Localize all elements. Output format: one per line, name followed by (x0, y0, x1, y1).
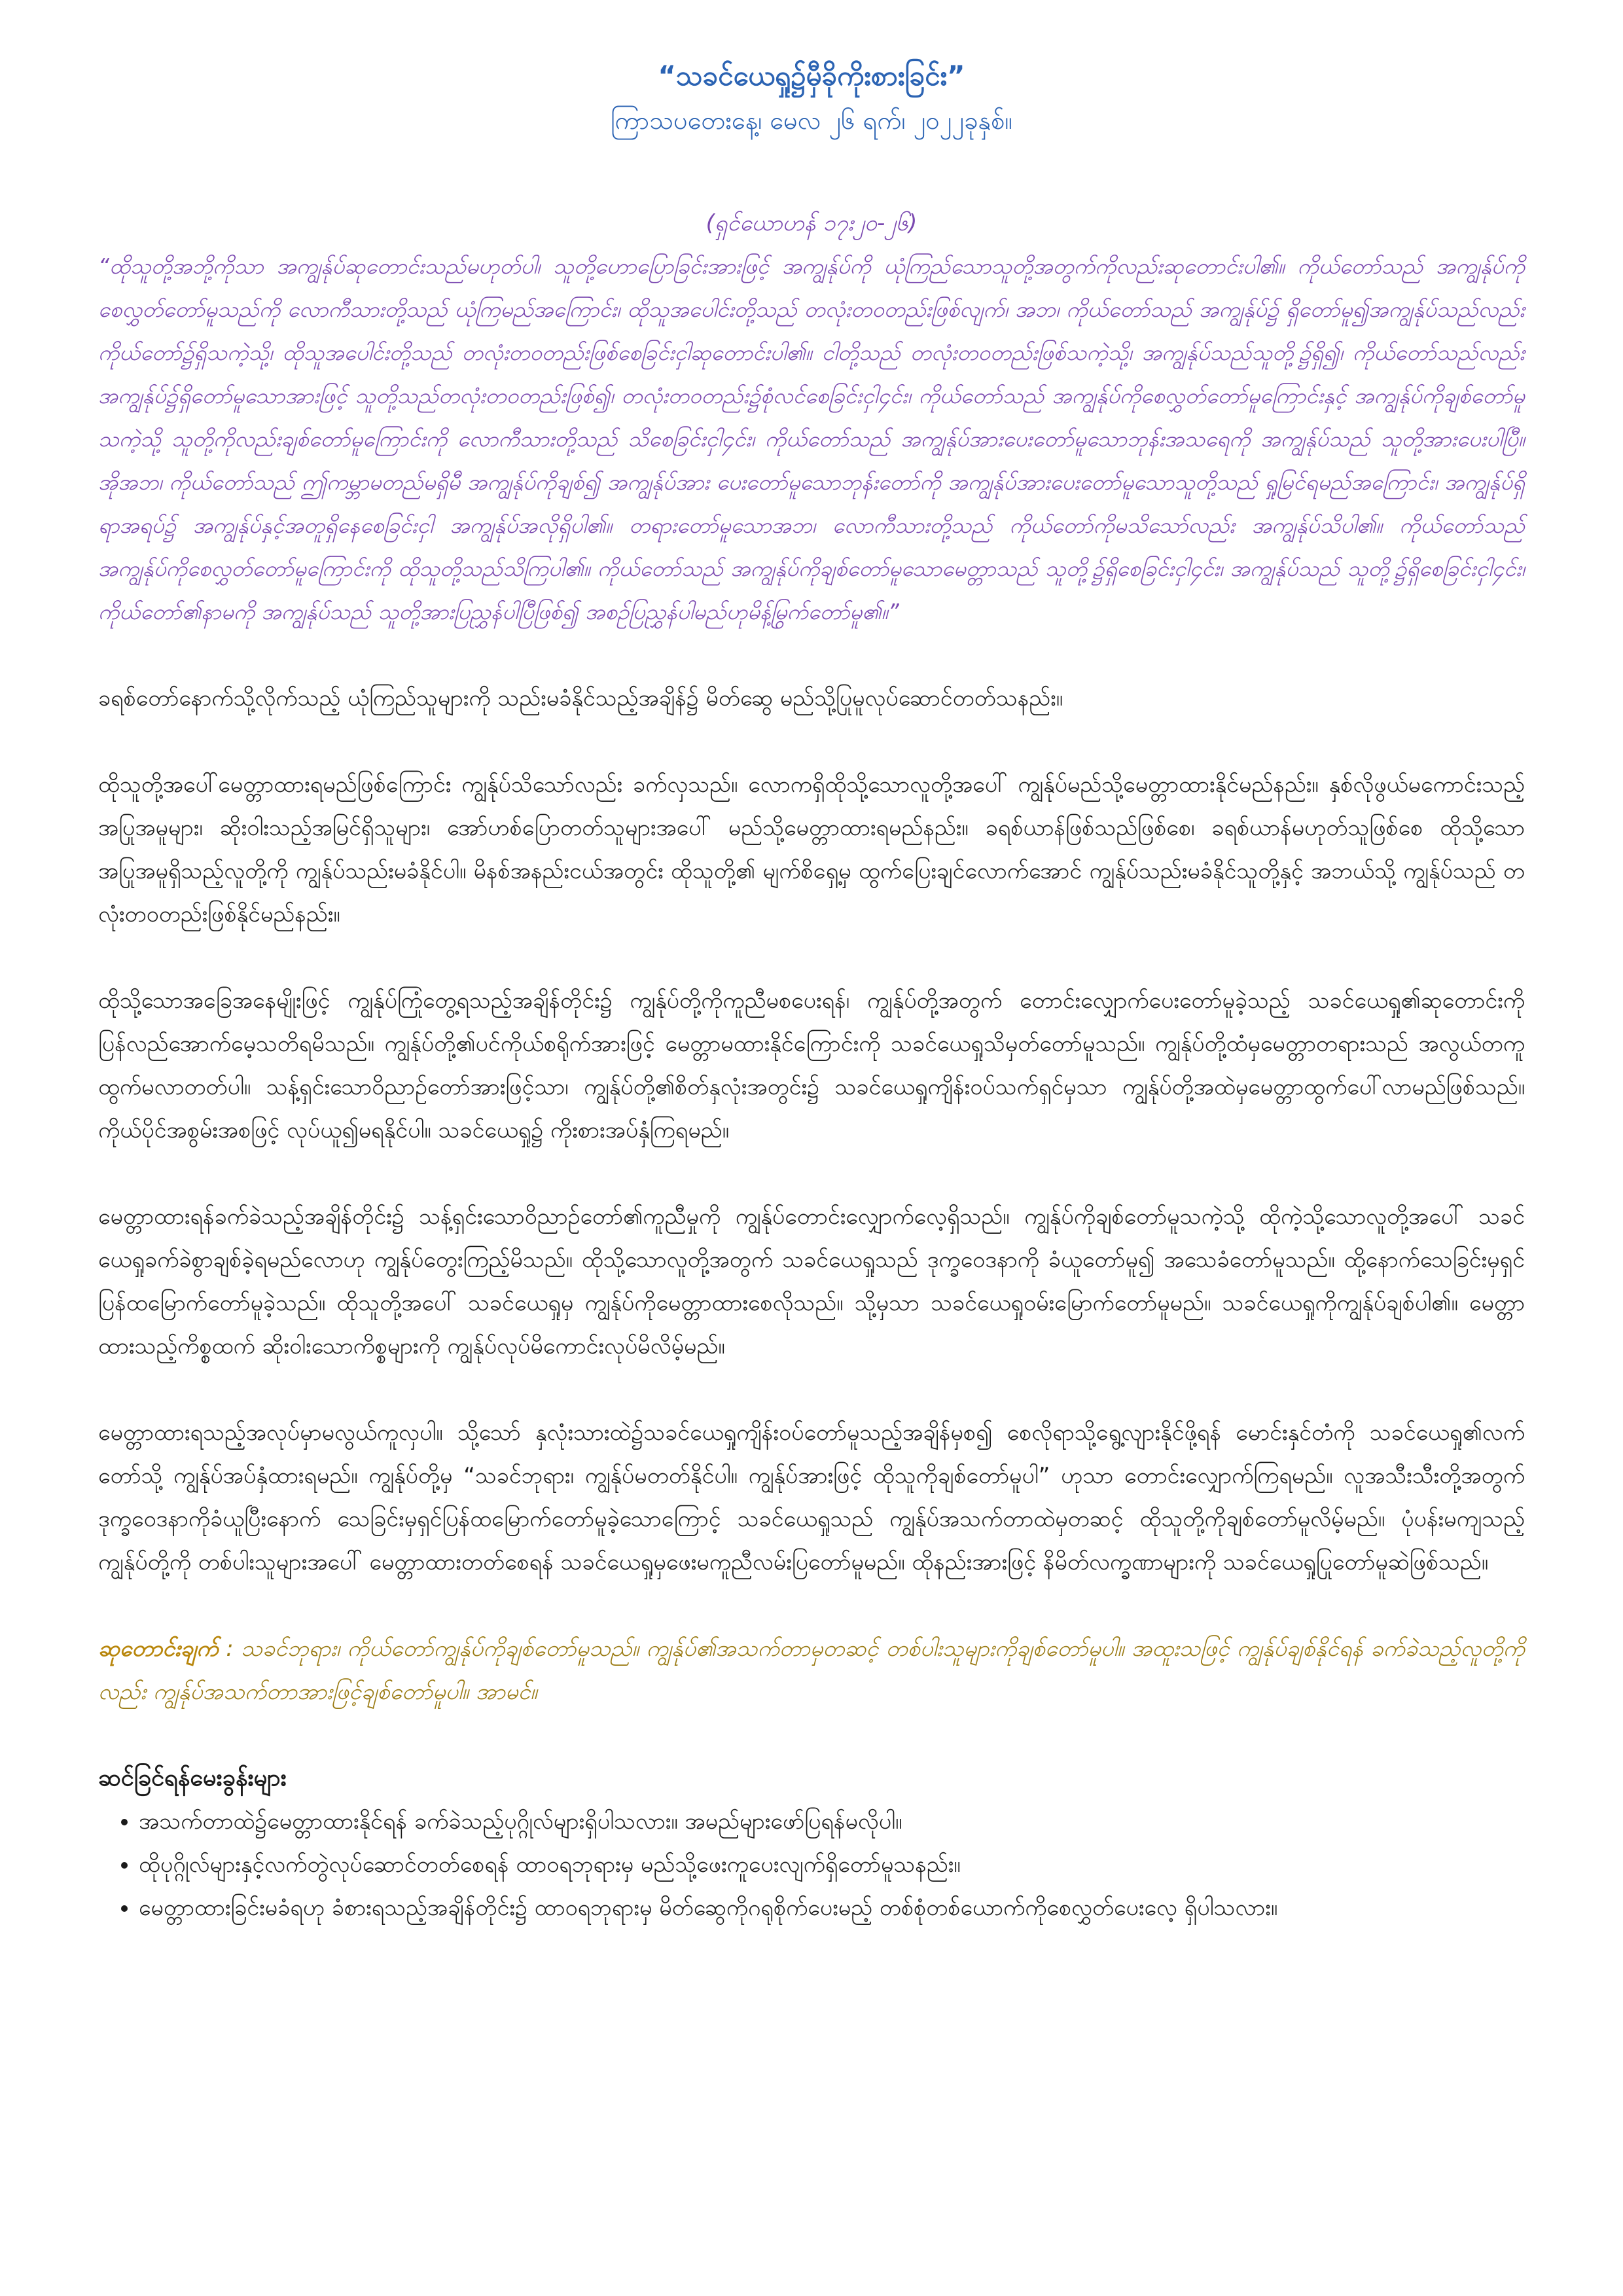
devotional-page (98, 52, 1525, 1929)
body-paragraph-3: ထိုသို့သောအခြေအနေမျိုးဖြင့် ကျွန်ုပ်ကြုံတွေ့ရသည့်အချိန်တိုင်း၌ ကျွန်ုပ်တို့ကိုကူညီမစပေးရန်၊ ကျွန်ုပ်တို့အတွက် တောင်းလျှောက်ပေးတော်မူခဲ့သည့် သခင်ယေရှု၏ဆုတောင်းကို ပြန်လည်အောက်မေ့သတိရမိသည်။ ကျွန်ုပ်တို့၏ပင်ကိုယ်စရိုက်အားဖြင့် မေတ္တာမထားနိုင်ကြောင်းကို သခင်ယေရှုသိမှတ်တော်မူသည်။ ကျွန်ုပ်တို့ထံမှမေတ္တာတရားသည် အလွယ်တကူထွက်မလာတတ်ပါ။ သန့်ရှင်းသောဝိညာဉ်တော်အားဖြင့်သာ၊ ကျွန်ုပ်တို့၏စိတ်နှလုံးအတွင်း၌ သခင်ယေရှုကျိန်းဝပ်သက်ရှင်မှသာ ကျွန်ုပ်တို့အထဲမှမေတ္တာထွက်ပေါ်လာမည်ဖြစ်သည်။ ကိုယ်ပိုင်အစွမ်းအစဖြင့် လုပ်ယူ၍မရနိုင်ပါ။ သခင်ယေရှု၌ ကိုးစားအပ်နှံကြရမည်။ (98, 988, 1525, 1143)
questions-list (98, 1800, 1525, 1929)
questions-title: ဆင်ခြင်ရန်မေးခွန်းများ (98, 1765, 287, 1791)
body-paragraph-1: ခရစ်တော်နောက်သို့လိုက်သည့် ယုံကြည်သူများကို သည်းမခံနိုင်သည့်အချိန်၌ မိတ်ဆွေ မည်သို့ပြုမူလုပ်ဆောင်တတ်သနည်း။ (98, 685, 1063, 711)
body-paragraph-2: ထိုသူတို့အပေါ်မေတ္တာထားရမည်ဖြစ်ကြောင်း ကျွန်ုပ်သိသော်လည်း ခက်လှသည်။ လောကရှိထိုသို့သောလူတို့အပေါ် ကျွန်ုပ်မည်သို့မေတ္တာထားနိုင်မည်နည်း။ နှစ်လိုဖွယ်မကောင်းသည့်အပြုအမူများ၊ ဆိုးဝါးသည့်အမြင်ရှိသူများ၊ အော်ဟစ်ပြောတတ်သူများအပေါ် မည်သို့မေတ္တာထားရမည်နည်း။ ခရစ်ယာန်ဖြစ်သည်ဖြစ်စေ၊ ခရစ်ယာန်မဟုတ်သူဖြစ်စေ ထိုသို့သောအပြုအမူရှိသည့်လူတို့ကို ကျွန်ုပ်သည်းမခံနိုင်ပါ။ မိနစ်အနည်းငယ်အတွင်း ထိုသူတို့၏ မျက်စိရှေ့မှ ထွက်ပြေးချင်လောက်အောင် ကျွန်ုပ်သည်းမခံနိုင်သူတို့နှင့် အဘယ်သို့ ကျွန်ုပ်သည် တလုံးတဝတည်းဖြစ်နိုင်မည်နည်း။ (98, 772, 1525, 927)
scripture-text: “ထိုသူတို့အဘို့ကိုသာ အကျွန်ုပ်ဆုတောင်းသည်မဟုတ်ပါ၊ သူတို့ဟောပြောခြင်းအားဖြင့် အကျွန်ုပ်ကို ယုံကြည်သောသူတို့အတွက်ကိုလည်းဆုတောင်းပါ၏။ ကိုယ်တော်သည် အကျွန်ုပ်ကိုစေလွှတ်တော်မူသည်ကို လောကီသားတို့သည် ယုံကြမည်အကြောင်း၊ ထိုသူအပေါင်းတို့သည် တလုံးတဝတည်းဖြစ်လျက်၊ အဘ၊ ကိုယ်တော်သည် အကျွန်ုပ်၌ ရှိတော်မူ၍အကျွန်ုပ်သည်လည်း ကိုယ်တော်၌ရှိသကဲ့သို့၊ ထိုသူအပေါင်းတို့သည် တလုံးတဝတည်းဖြစ်စေခြင်းငှါဆုတောင်းပါ၏။ ငါတို့သည် တလုံးတဝတည်းဖြစ်သကဲ့သို့၊ အကျွန်ုပ်သည်သူတို့၌ရှိ၍၊ ကိုယ်တော်သည်လည်း အကျွန်ုပ်၌ရှိတော်မူသောအားဖြင့် သူတို့သည်တလုံးတဝတည်းဖြစ်၍၊ တလုံးတဝတည်း၌စုံလင်စေခြင်းငှါ၄င်း၊ ကိုယ်တော်သည် အကျွန်ုပ်ကိုစေလွှတ်တော်မူကြောင်းနှင့် အကျွန်ုပ်ကိုချစ်တော်မူသကဲ့သို့ သူတို့ကိုလည်းချစ်တော်မူကြောင်းကို လောကီသားတို့သည် သိစေခြင်းငှါ၄င်း၊ ကိုယ်တော်သည် အကျွန်ုပ်အားပေးတော်မူသောဘုန်းအသရေကို အကျွန်ုပ်သည် သူတို့အားပေးပါပြီ။ အိုအဘ၊ ကိုယ်တော်သည် ဤကမ္ဘာမတည်မရှိမီ အကျွန်ုပ်ကိုချစ်၍ အကျွန်ုပ်အား ပေးတော်မူသောဘုန်းတော်ကို အကျွန်ုပ်အားပေးတော်မူသောသူတို့သည် ရှုမြင်ရမည်အကြောင်း၊ အကျွန်ုပ်ရှိရာအရပ်၌ အကျွန်ုပ်နှင့်အတူရှိနေစေခြင်းငှါ အကျွန်ုပ်အလိုရှိပါ၏။ တရားတော်မူသောအဘ၊ လောကီသားတို့သည် ကိုယ်တော်ကိုမသိသော်လည်း အကျွန်ုပ်သိပါ၏။ ကိုယ်တော်သည် အကျွန်ုပ်ကိုစေလွှတ်တော်မူကြောင်းကို ထိုသူတို့သည်သိကြပါ၏။ ကိုယ်တော်သည် အကျွန်ုပ်ကိုချစ်တော်မူသောမေတ္တာသည် သူတို့၌ရှိစေခြင်းငှါ၄င်း၊ အကျွန်ုပ်သည် သူတို့၌ရှိစေခြင်းငှါ၄င်း၊ ကိုယ်တော်၏နာမကို အကျွန်ုပ်သည် သူတို့အားပြညွှန်ပါပြီဖြစ်၍ အစဉ်ပြညွှန်ပါမည်ဟုမိန့်မြွက်တော်မူ၏။” (98, 253, 1525, 624)
list-item: • အသက်တာထဲ၌မေတ္တာထားနိုင်ရန် ခက်ခဲသည့်ပုဂ္ဂိုလ်များရှိပါသလား။ အမည်များဖော်ပြရန်မလိုပါ။ (139, 1800, 1525, 1843)
page-date: ကြာသပတေးနေ့၊ မေလ ၂၆ ရက်၊ ၂၀၂၂ခုနှစ်။ (611, 106, 1012, 135)
prayer-text: : သခင်ဘုရား၊ ကိုယ်တော်ကျွန်ုပ်ကိုချစ်တော်မူသည်။ ကျွန်ုပ်၏အသက်တာမှတဆင့် တစ်ပါးသူများကိုချစ်တော်မူပါ။ အထူးသဖြင့် ကျွန်ုပ်ချစ်နိုင်ရန် ခက်ခဲသည့်လူတို့ကိုလည်း ကျွန်ုပ်အသက်တာအားဖြင့်ချစ်တော်မူပါ။ အာမင်။ (98, 1636, 1525, 1705)
prayer (98, 1627, 1525, 1713)
prayer-label: ဆုတောင်းချက် (98, 1636, 219, 1662)
page-title: “သခင်ယေရှု၌မှီခိုကိုးစားခြင်း” (658, 60, 965, 92)
list-item: • မေတ္တာထားခြင်းမခံရဟု ခံစားရသည့်အချိန်တိုင်း၌ ထာဝရဘုရားမှ မိတ်ဆွေကိုဂရုစိုက်ပေးမည့် တစ်စုံတစ်ယောက်ကိုစေလွှတ်ပေးလေ့ ရှိပါသလား။ (139, 1886, 1525, 1929)
body-paragraph-4: မေတ္တာထားရန်ခက်ခဲသည့်အချိန်တိုင်း၌ သန့်ရှင်းသောဝိညာဉ်တော်၏ကူညီမှုကို ကျွန်ုပ်တောင်းလျှောက်လေ့ရှိသည်။ ကျွန်ုပ်ကိုချစ်တော်မူသကဲ့သို့ ထိုကဲ့သို့သောလူတို့အပေါ် သခင်ယေရှုခက်ခဲစွာချစ်ခဲ့ရမည်လောဟု ကျွန်ုပ်တွေးကြည့်မိသည်။ ထိုသို့သောလူတို့အတွက် သခင်ယေရှုသည် ဒုက္ခဝေဒနာကို ခံယူတော်မူ၍ အသေခံတော်မူသည်။ ထို့နောက်သေခြင်းမှရှင်ပြန်ထမြောက်တော်မူခဲ့သည်။ ထိုသူတို့အပေါ် သခင်ယေရှုမှ ကျွန်ုပ်ကိုမေတ္တာထားစေလိုသည်။ သို့မှသာ သခင်ယေရှုဝမ်းမြောက်တော်မူမည်။ သခင်ယေရှုကိုကျွန်ုပ်ချစ်ပါ၏။ မေတ္တာထားသည့်ကိစ္စထက် ဆိုးဝါးသောကိစ္စများကို ကျွန်ုပ်လုပ်မိကောင်းလုပ်မိလိမ့်မည်။ (98, 1204, 1525, 1359)
body-paragraph-5: မေတ္တာထားရသည့်အလုပ်မှာမလွယ်ကူလှပါ။ သို့သော် နှလုံးသားထဲ၌သခင်ယေရှုကျိန်းဝပ်တော်မူသည့်အချိန်မှစ၍ စေလိုရာသို့ရွေ့လျားနိုင်ဖို့ရန် မောင်းနှင်တံကို သခင်ယေရှု၏လက်တော်သို့ ကျွန်ုပ်အပ်နှံထားရမည်။ ကျွန်ုပ်တို့မှ “သခင်ဘုရား၊ ကျွန်ုပ်မတတ်နိုင်ပါ။ ကျွန်ုပ်အားဖြင့် ထိုသူကိုချစ်တော်မူပါ” ဟုသာ တောင်းလျှောက်ကြရမည်။ လူအသီးသီးတို့အတွက် ဒုက္ခဝေဒနာကိုခံယူပြီးနောက် သေခြင်းမှရှင်ပြန်ထမြောက်တော်မူခဲ့သောကြောင့် သခင်ယေရှုသည် ကျွန်ုပ်အသက်တာထဲမှတဆင့် ထိုသူတို့ကိုချစ်တော်မူလိမ့်မည်။ ပုံပန်းမကျသည့် ကျွန်ုပ်တို့ကို တစ်ပါးသူများအပေါ် မေတ္တာထားတတ်စေရန် သခင်ယေရှုမှဖေးမကူညီလမ်းပြတော်မူမည်။ ထိုနည်းအားဖြင့် နိမိတ်လက္ခဏာများကို သခင်ယေရှုပြုတော်မူဆဲဖြစ်သည်။ (98, 1420, 1525, 1575)
scripture-reference: (ရှင်ယောဟန် ၁၇း၂၀-၂၆) (705, 210, 918, 236)
list-item: • ထိုပုဂ္ဂိုလ်များနှင့်လက်တွဲလုပ်ဆောင်တတ်စေရန် ထာဝရဘုရားမှ မည်သို့ဖေးကူပေးလျက်ရှိတော်မူသနည်း။ (139, 1843, 1525, 1886)
